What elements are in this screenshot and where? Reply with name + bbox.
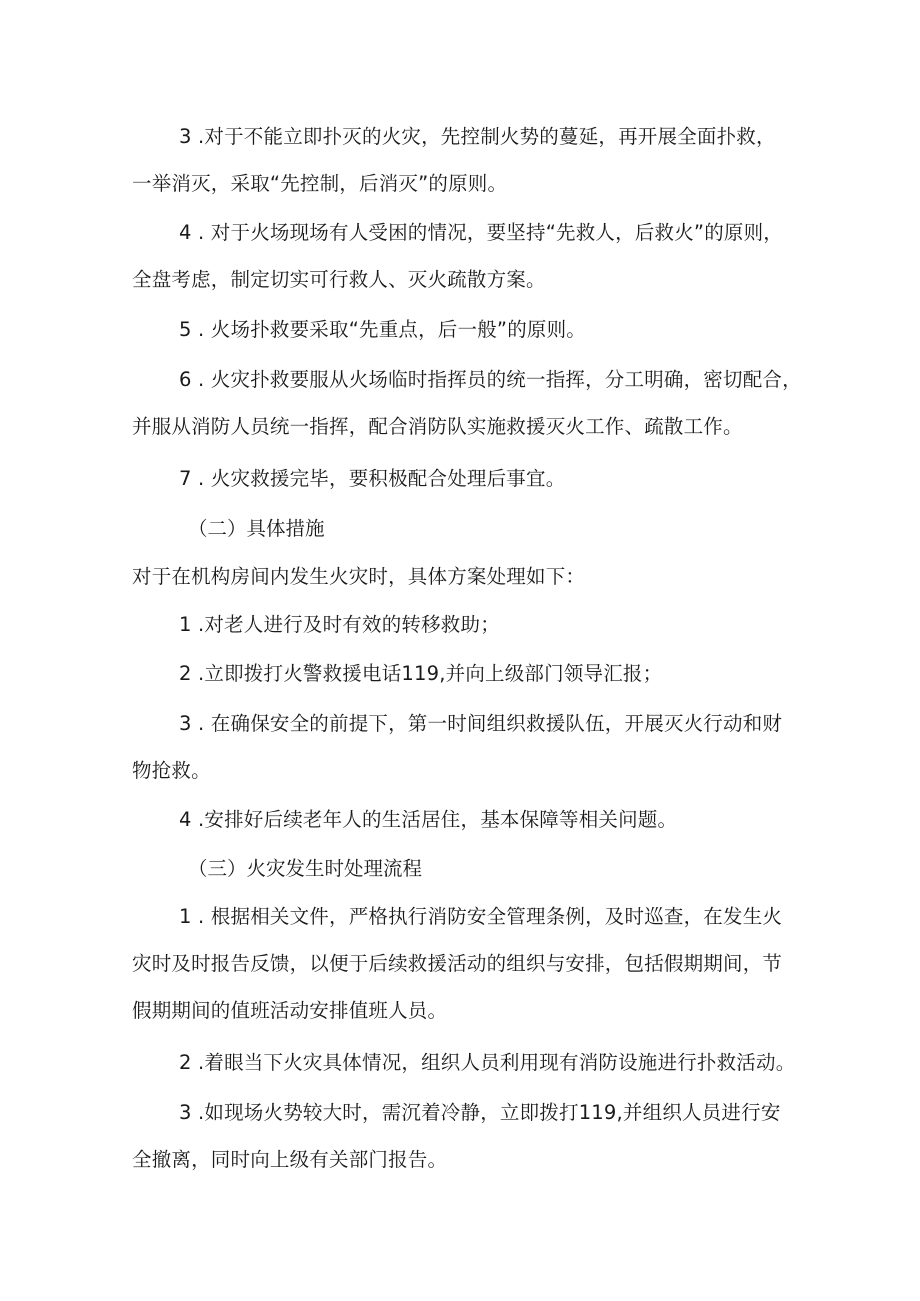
section3-item-2 <box>132 1039 808 1086</box>
text-line: 2 .立即拨打火警救援电话119,并向上级部门领导汇报； <box>179 662 663 685</box>
text-line: 假期期间的值班活动安排值班人员。 <box>132 999 448 1022</box>
text-line: 一举消灭，采取“先控制，后消灭”的原则。 <box>132 172 508 195</box>
section2-item-4 <box>132 796 808 843</box>
section3-item-3 <box>132 1089 808 1183</box>
paragraph-item-7 <box>132 455 808 502</box>
section-intro <box>132 553 808 600</box>
text-line: 3 .如现场火势较大时，需沉着冷静，立即拨打119,并组织人员进行安 <box>179 1101 781 1124</box>
section2-item-3 <box>132 700 808 794</box>
text-line: 灾时及时报告反馈，以便于后续救援活动的组织与安排，包括假期期间，节 <box>132 952 783 975</box>
text-line: 6 . 火灾扑救要服从火场临时指挥员的统一指挥，分工明确，密切配合， <box>179 368 802 391</box>
paragraph-item-5 <box>132 306 808 353</box>
text-line: 2 .着眼当下火灾具体情况，组织人员利用现有消防设施进行扑救活动。 <box>179 1051 796 1074</box>
text-line: 物抢救。 <box>132 759 211 782</box>
paragraph-item-4 <box>132 209 808 303</box>
text-line: 全盘考虑，制定切实可行救人、灭火疏散方案。 <box>132 268 546 291</box>
section2-item-2 <box>132 650 808 697</box>
text-line: 4 . 对于火场现场有人受困的情况，要坚持“先救人，后救火”的原则， <box>179 221 784 244</box>
text-line: 5 . 火场扑救要采取“先重点，后一般”的原则。 <box>179 318 587 341</box>
text-line: 4 .安排好后续老年人的生活居住，基本保障等相关问题。 <box>179 808 678 831</box>
text-line: 1 .对老人进行及时有效的转移救助； <box>179 613 500 636</box>
text-line: 1 . 根据相关文件，严格执行消防安全管理条例，及时巡查，在发生火 <box>179 905 783 928</box>
text-line: 3 . 在确保安全的前提下，第一时间组织救援队伍，开展灭火行动和财 <box>179 712 783 735</box>
text-line: 对于在机构房间内发生火灾时，具体方案处理如下： <box>132 565 586 588</box>
text-line: 7 . 火灾救援完毕，要积极配合处理后事宜。 <box>179 467 566 490</box>
text-line: 并服从消防人员统一指挥，配合消防队实施救援灭火工作、疏散工作。 <box>132 415 743 438</box>
paragraph-item-3 <box>132 113 808 207</box>
section3-item-1 <box>132 893 808 1034</box>
text-line: 全撤离，同时向上级有关部门报告。 <box>132 1148 448 1171</box>
text-line: 3 .对于不能立即扑灭的火灾，先控制火势的蔓延，再开展全面扑救， <box>179 125 776 148</box>
section2-item-1 <box>132 601 808 648</box>
section-heading-2: （二）具体措施 <box>188 517 325 540</box>
paragraph-item-6 <box>132 356 808 450</box>
section-heading-3: （三）火灾发生时处理流程 <box>188 857 423 880</box>
